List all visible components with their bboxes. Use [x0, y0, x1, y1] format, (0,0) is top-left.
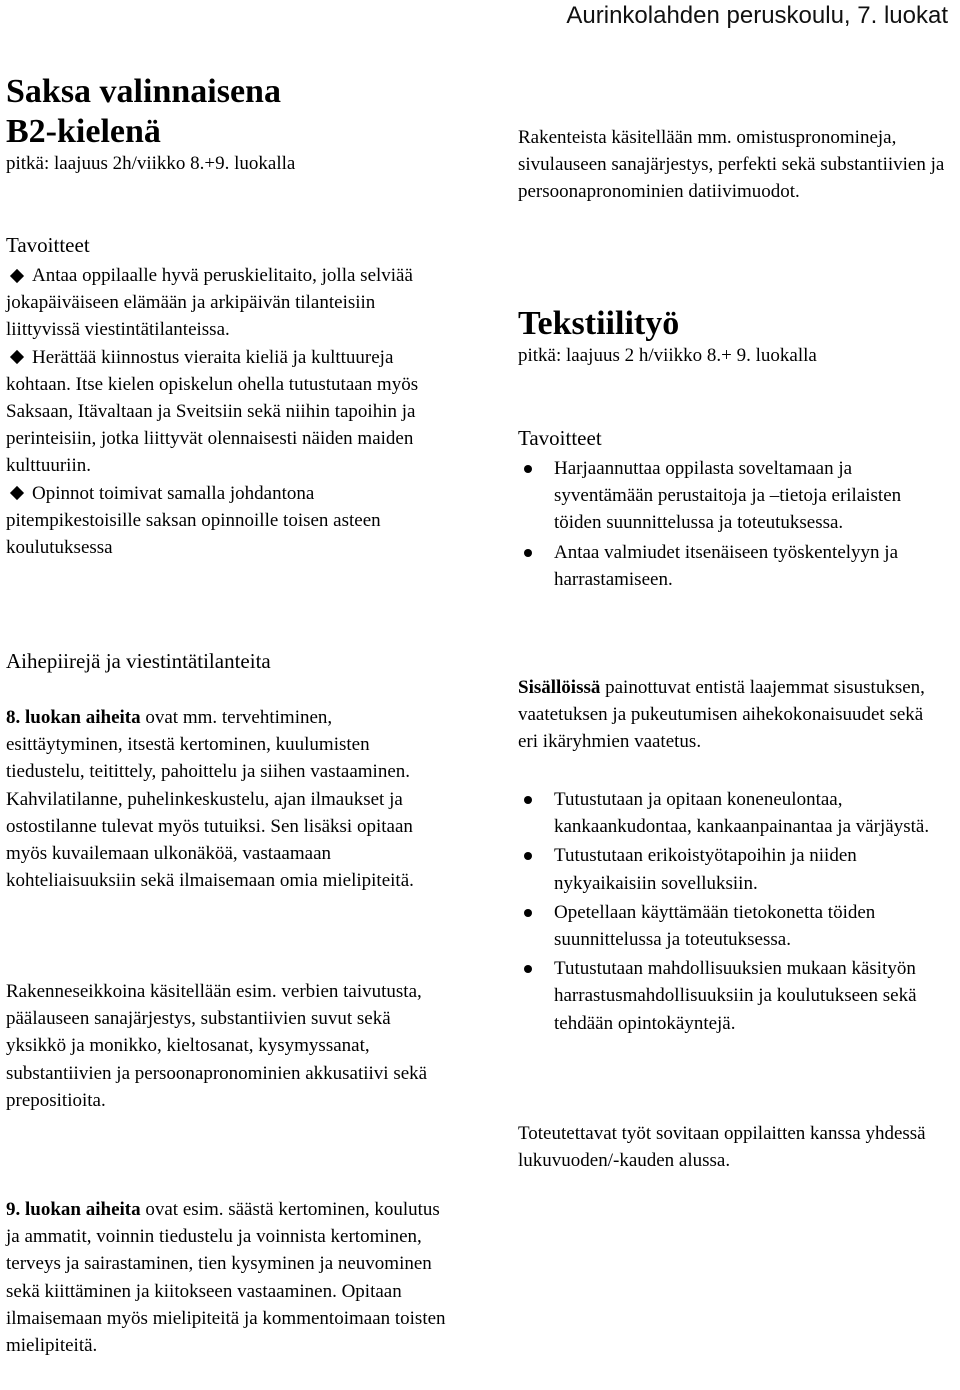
list-item: Tutustutaan mahdollisuuksien mukaan käsityön harrastusmahdollisuuksiin ja koulutukseen sekä tehdään opintokäyntejä.: [518, 955, 958, 1037]
content-text: painottuvat entistä laajemmat sisustuksen, vaatetuksen ja pukeutumisen aihekokonaisuudet sekä eri ikäryhmien vaatetus.: [518, 677, 925, 753]
list-item: Tutustutaan ja opitaan koneneulontaa, kankaankudontaa, kankaanpainantaa ja värjäystä.: [518, 786, 958, 840]
list-item: Antaa valmiudet itsenäiseen työskentelyyn ja harrastamiseen.: [518, 539, 938, 593]
right-goal-list: [518, 455, 938, 593]
list-item: Tutustutaan erikoistyötapoihin ja niiden nykyaikaisiin sovelluksiin.: [518, 842, 958, 896]
page-header: Aurinkolahden peruskoulu, 7. luokat: [566, 2, 948, 29]
footer-paragraph: Toteutettavat työt sovitaan oppilaitten kanssa yhdessä lukuvuoden/-kauden alussa.: [518, 1123, 926, 1172]
grade8-paragraph: [6, 704, 451, 894]
structures-paragraph: Rakenneseikkoina käsitellään esim. verbien taivutusta, päälauseen sanajärjestys, substantiivien suvut sekä yksikkö ja monikko, kieltosanat, kysymyssanat, substantiivien ja persoonapronominien akkusatiivi sekä prepositioita.: [6, 981, 428, 1111]
goal-item: Herättää kiinnostus vieraita kieliä ja kulttuureja kohtaan. Itse kielen opiskelun ohella tutustutaan myös Saksaan, Itävaltaan ja Sveitsiin sekä niihin tapoihin ja perinteisiin, jotka liittyvät olennaisesti näiden maiden kulttuuriin.: [6, 346, 419, 477]
content-paragraph: [518, 674, 938, 756]
section-subtitle: pitkä: laajuus 2 h/viikko 8.+ 9. luokalla: [518, 345, 817, 366]
goal-item: Opinnot toimivat samalla johdantona pitempikestoisille saksan opinnoille toisen asteen koulutuksessa: [6, 482, 381, 559]
title-line-2: B2-kielenä: [6, 113, 161, 150]
structures9-paragraph: Rakenteista käsitellään mm. omistuspronomineja, sivulauseen sanajärjestys, perfekti sekä substantiivien ja persoonapronominien datiivimuodot.: [518, 127, 945, 203]
diamond-bullet-icon: [10, 486, 24, 500]
grade9-paragraph: [6, 1196, 451, 1359]
goals-heading: Tavoitteet: [6, 233, 90, 257]
diamond-bullet-icon: [10, 269, 24, 283]
topics-heading: Aihepiirejä ja viestintätilanteita: [6, 649, 271, 673]
list-item: Opetellaan käyttämään tietokonetta töiden suunnittelussa ja toteutuksessa.: [518, 899, 958, 953]
right-goals-heading: Tavoitteet: [518, 426, 602, 450]
goal-item: Antaa oppilaalle hyvä peruskielitaito, jolla selviää jokapäiväiseen elämään ja arkipäivän tilanteisiin liittyvissä viestintätilanteissa.: [6, 265, 413, 341]
grade8-text: ovat mm. tervehtiminen, esittäytyminen, itsestä kertominen, kuulumisten tiedustelu, teitittely, pahoittelu ja siihen vastaaminen. Kahvilatilanne, puhelinkeskustelu, ajan ilmaukset ja ostostilanne tulevat myös tutuiksi. Sen lisäksi opitaan myös kuvailemaan ulkonäköä, vastaamaan kohteliaisuuksiin sekä ilmaisemaan omia mielipiteitä.: [6, 707, 414, 892]
goal-list: [6, 262, 451, 561]
diamond-bullet-icon: [10, 350, 24, 364]
content-label: Sisällöissä: [518, 677, 601, 698]
course-subtitle: pitkä: laajuus 2h/viikko 8.+9. luokalla: [6, 153, 296, 174]
title-line-1: Saksa valinnaisena: [6, 73, 281, 110]
section-title: Tekstiilityö: [518, 305, 680, 342]
grade9-text: ovat esim. säästä kertominen, koulutus ja ammatit, voinnin tiedustelu ja voinnista kertominen, terveys ja sairastaminen, tien kysyminen ja neuvominen sekä kiittäminen ja kiitokseen vastaaminen. Opitaan ilmaisemaan myös mielipiteitä ja kommentoimaan toisten mielipiteitä.: [6, 1199, 446, 1357]
content-list: [518, 786, 958, 1037]
grade9-label: 9. luokan aiheita: [6, 1199, 141, 1220]
grade8-label: 8. luokan aiheita: [6, 707, 141, 728]
page-title: [6, 72, 281, 152]
list-item: Harjaannuttaa oppilasta soveltamaan ja syventämään perustaitoja ja –tietoja erilaisten töiden suunnittelussa ja toteutuksessa.: [518, 455, 938, 537]
